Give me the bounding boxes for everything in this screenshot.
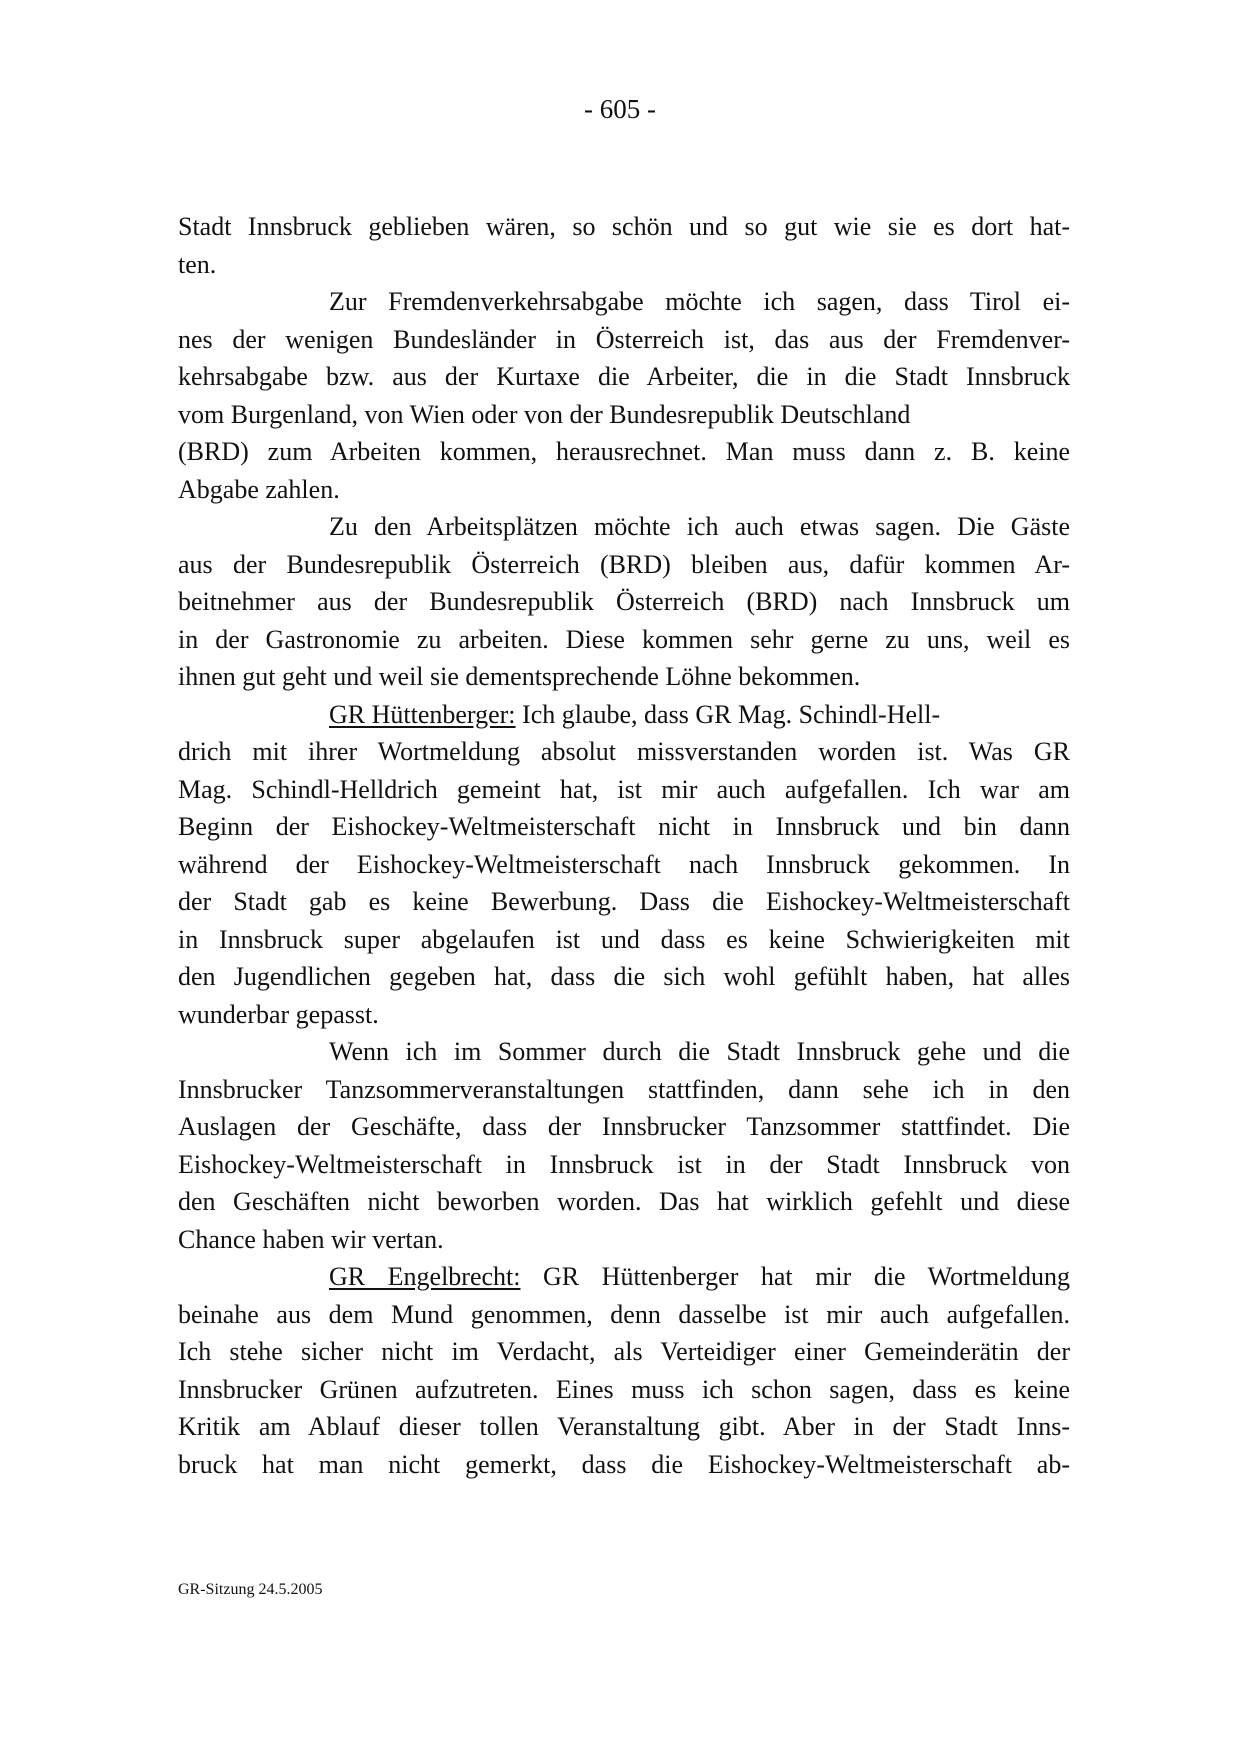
line-text: beitnehmer aus der Bundesrepublik Österreich (BRD) nach Innsbruck um [178, 587, 1070, 616]
text-line [178, 208, 1070, 246]
text-line [178, 846, 1070, 884]
text-line [178, 1258, 1070, 1296]
text-line [178, 883, 1070, 921]
speaker-name: GR Hüttenberger: [329, 699, 516, 729]
line-text: Eishockey-Weltmeisterschaft in Innsbruck ist in der Stadt Innsbruck von [178, 1149, 1070, 1179]
line-text: wunderbar gepasst. [178, 999, 379, 1029]
text-line [178, 546, 1070, 584]
line-text: bruck hat man nicht gemerkt, dass die Eishockey-Weltmeisterschaft ab- [178, 1449, 1070, 1479]
line-text: (BRD) zum Arbeiten kommen, herausrechnet. Man muss dann z. B. keine [178, 437, 1070, 466]
text-line [178, 1296, 1070, 1334]
line-text: Wenn ich im Sommer durch die Stadt Innsbruck gehe und die [329, 1037, 1070, 1066]
line-text: Ich glaube, dass GR Mag. Schindl-Hell- [515, 699, 941, 729]
line-text: kehrsabgabe bzw. aus der Kurtaxe die Arbeiter, die in die Stadt Innsbruck [178, 362, 1070, 391]
line-text: Stadt Innsbruck geblieben wären, so schön und so gut wie sie es dort hat- [178, 212, 1070, 241]
text-line [178, 1221, 1070, 1259]
text-line [178, 246, 1070, 284]
line-text: der Stadt gab es keine Bewerbung. Dass die Eishockey-Weltmeisterschaft [178, 887, 1070, 916]
text-line [178, 921, 1070, 959]
text-line [178, 1108, 1070, 1146]
line-text: vom Burgenland, von Wien oder von der Bundesrepublik Deutschland [178, 399, 911, 429]
text-line [178, 1146, 1070, 1184]
line-text: den Jugendlichen gegeben hat, dass die sich wohl gefühlt haben, hat alles [178, 962, 1070, 991]
text-line [178, 808, 1070, 846]
text-line [178, 1333, 1070, 1371]
text-line [178, 1183, 1070, 1221]
line-text: Auslagen der Geschäfte, dass der Innsbrucker Tanzsommer stattfindet. Die [178, 1112, 1070, 1141]
text-line [178, 396, 1070, 434]
text-line [178, 696, 1070, 734]
text-line [178, 658, 1070, 696]
line-text: Innsbrucker Grünen aufzutreten. Eines muss ich schon sagen, dass es keine [178, 1374, 1070, 1404]
text-line [178, 583, 1070, 621]
line-text: während der Eishockey-Weltmeisterschaft nach Innsbruck gekommen. In [178, 849, 1070, 879]
line-text: Beginn der Eishockey-Weltmeisterschaft nicht in Innsbruck und bin dann [178, 812, 1070, 841]
text-line [178, 508, 1070, 546]
line-text: Chance haben wir vertan. [178, 1224, 444, 1254]
line-text: Zu den Arbeitsplätzen möchte ich auch etwas sagen. Die Gäste [329, 512, 1070, 541]
line-text: drich mit ihrer Wortmeldung absolut missverstanden worden ist. Was GR [178, 737, 1070, 766]
line-text: nes der wenigen Bundesländer in Österreich ist, das aus der Fremdenver- [178, 324, 1070, 354]
line-text: Mag. Schindl-Helldrich gemeint hat, ist mir auch aufgefallen. Ich war am [178, 774, 1070, 804]
text-line [178, 1446, 1070, 1484]
page-number: - 605 - [584, 94, 656, 124]
line-text: Abgabe zahlen. [178, 474, 340, 504]
text-line [178, 733, 1070, 771]
footer: GR-Sitzung 24.5.2005 [178, 1581, 323, 1598]
line-text: den Geschäften nicht beworben worden. Das hat wirklich gefehlt und diese [178, 1187, 1070, 1216]
line-text: beinahe aus dem Mund genommen, denn dasselbe ist mir auch aufgefallen. [178, 1299, 1070, 1329]
line-text: Ich stehe sicher nicht im Verdacht, als Verteidiger einer Gemeinderätin der [178, 1337, 1070, 1366]
line-text: Kritik am Ablauf dieser tollen Veranstaltung gibt. Aber in der Stadt Inns- [178, 1412, 1070, 1441]
line-text: Innsbrucker Tanzsommerveranstaltungen stattfinden, dann sehe ich in den [178, 1074, 1070, 1104]
text-line [178, 358, 1070, 396]
line-text: ihnen gut geht und weil sie dementsprechende Löhne bekommen. [178, 662, 861, 691]
text-line [178, 958, 1070, 996]
text-line [178, 1371, 1070, 1409]
text-line [178, 771, 1070, 809]
line-text: Zur Fremdenverkehrsabgabe möchte ich sagen, dass Tirol ei- [329, 287, 1070, 316]
line-text: in der Gastronomie zu arbeiten. Diese kommen sehr gerne zu uns, weil es [178, 624, 1070, 654]
text-line [178, 996, 1070, 1034]
text-line [178, 283, 1070, 321]
text-line [178, 433, 1070, 471]
body-text [178, 208, 1070, 1483]
line-text: in Innsbruck super abgelaufen ist und dass es keine Schwierigkeiten mit [178, 924, 1070, 954]
line-text: aus der Bundesrepublik Österreich (BRD) bleiben aus, dafür kommen Ar- [178, 549, 1070, 579]
text-line [178, 1071, 1070, 1109]
text-line [178, 1408, 1070, 1446]
line-text: GR Hüttenberger hat mir die Wortmeldung [520, 1262, 1070, 1291]
text-line [178, 321, 1070, 359]
line-text: ten. [178, 249, 217, 279]
text-line [178, 1033, 1070, 1071]
speaker-name: GR Engelbrecht: [329, 1262, 521, 1291]
text-line [178, 621, 1070, 659]
text-line [178, 471, 1070, 509]
